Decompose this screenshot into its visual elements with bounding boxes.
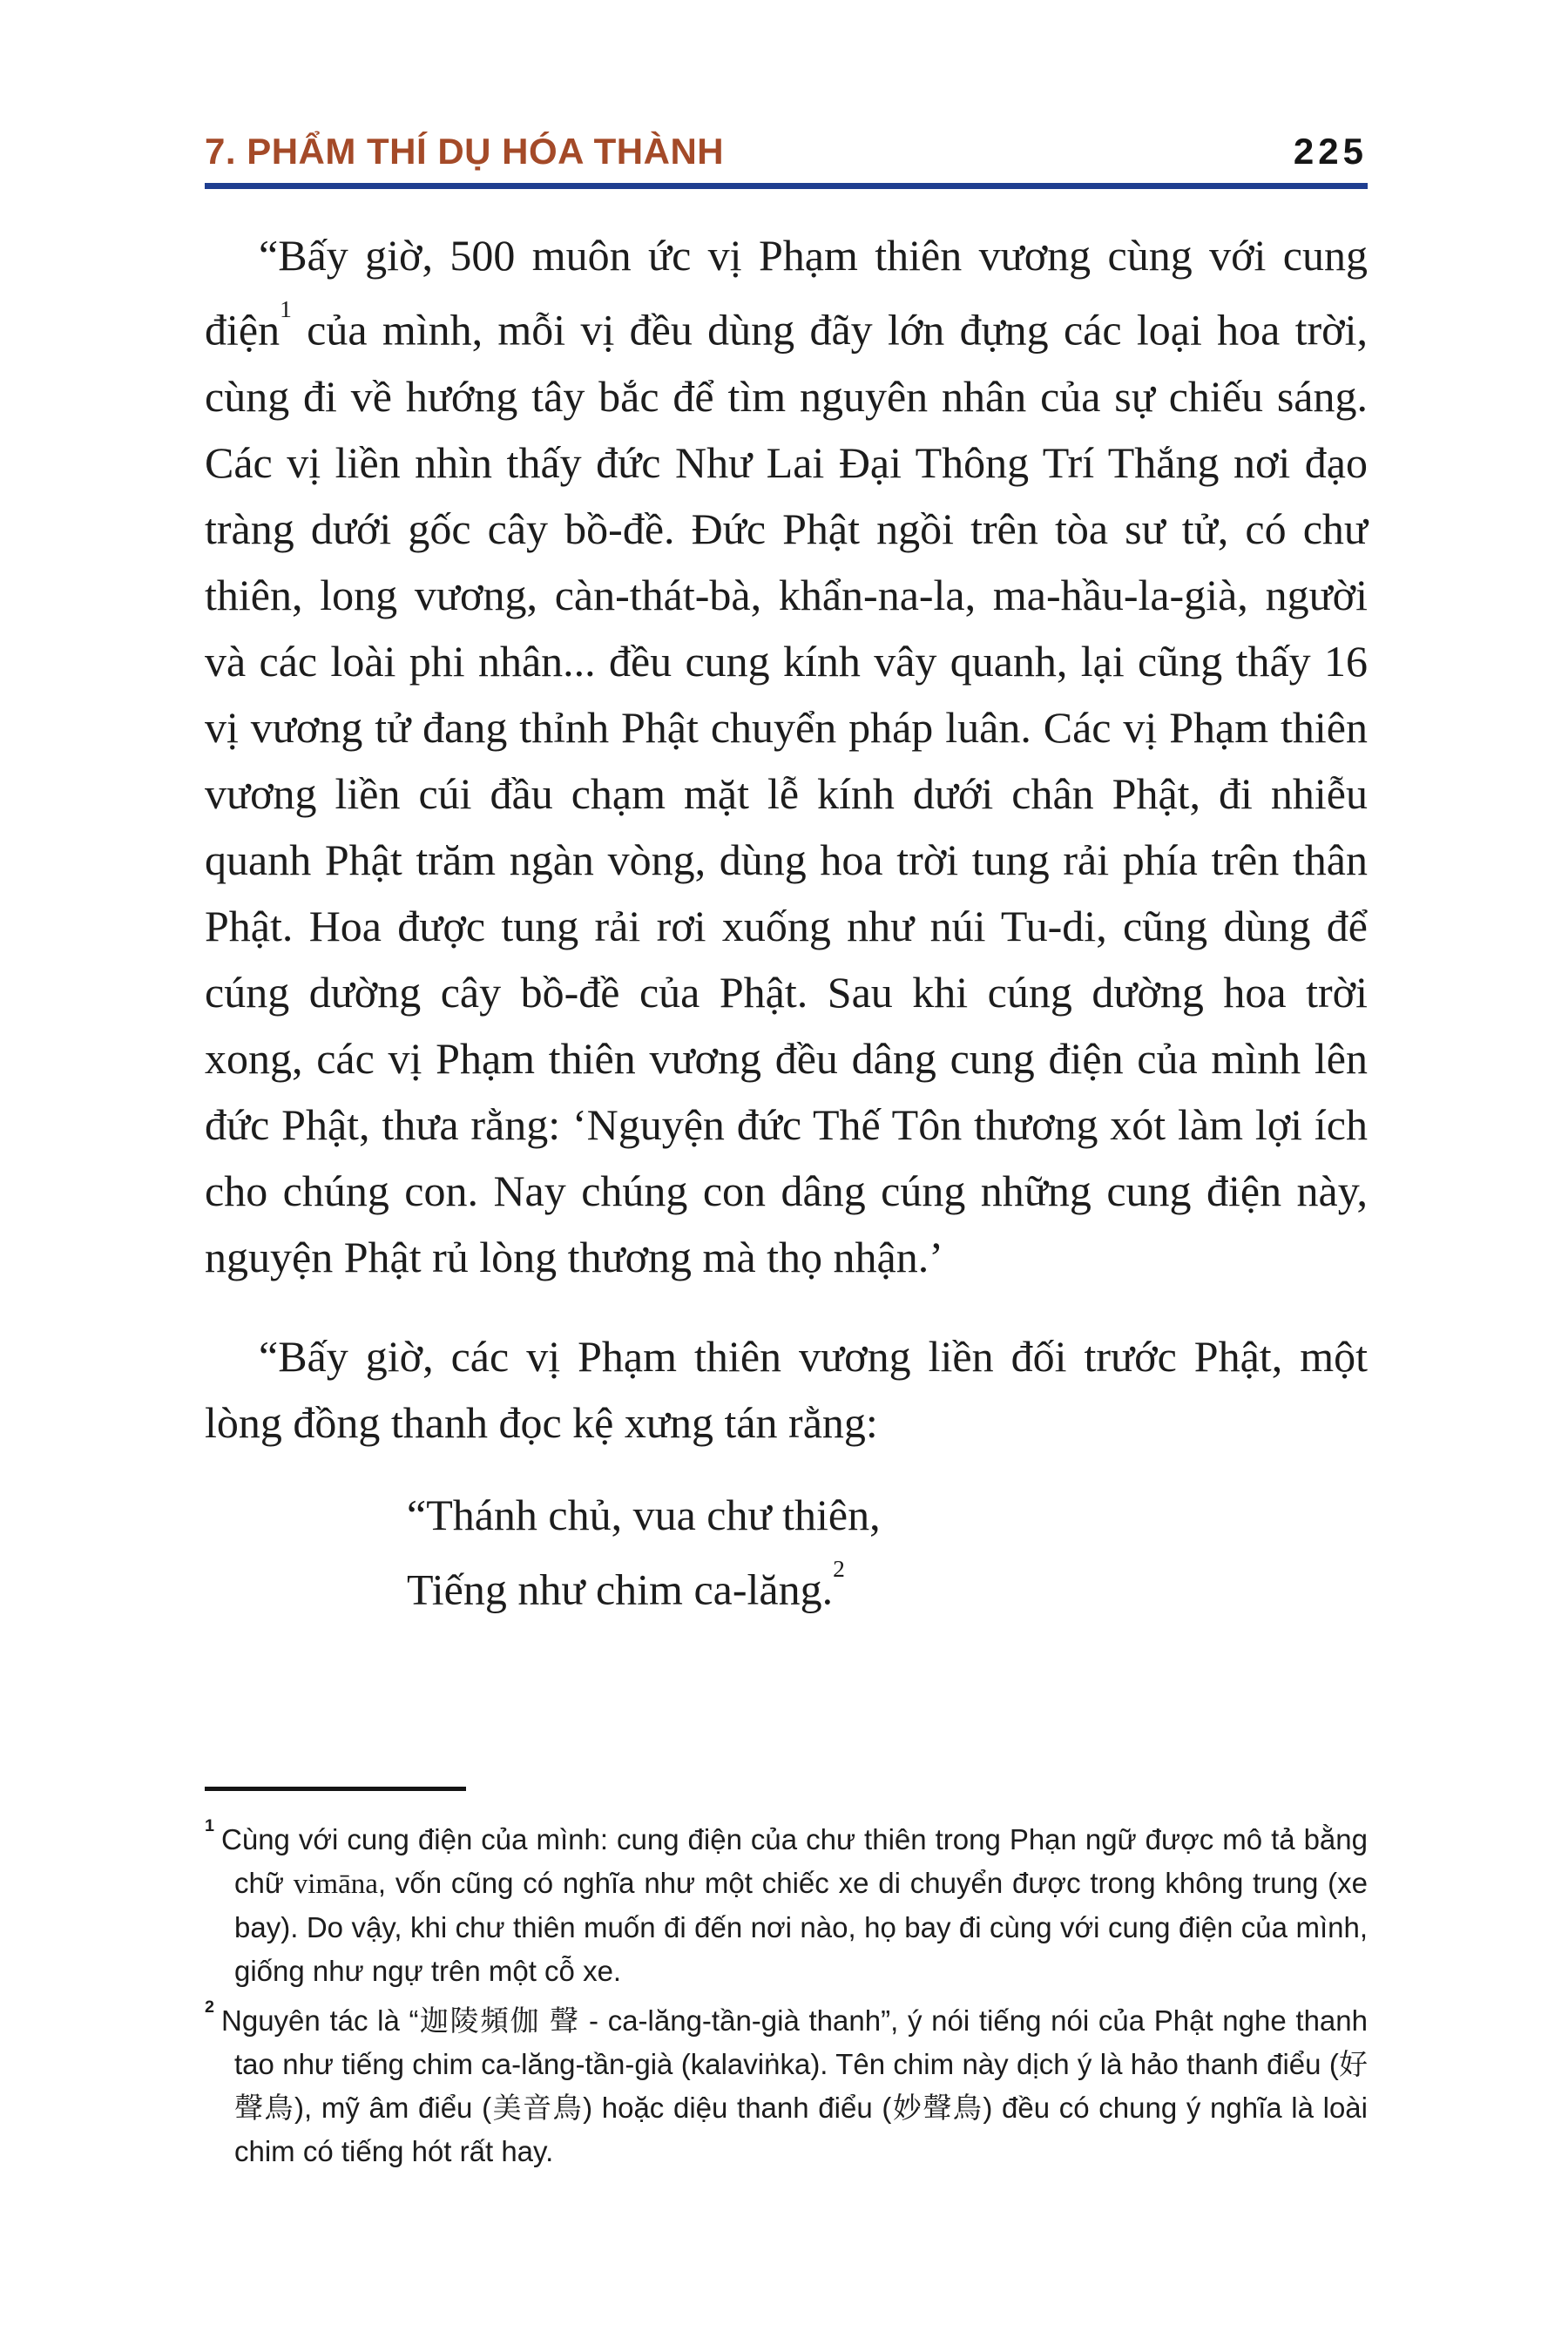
footnote-separator xyxy=(205,1787,466,1791)
footnote-ref-2: 2 xyxy=(833,1554,845,1582)
paragraph-2 xyxy=(205,1323,1368,1456)
sanskrit-term: vimāna xyxy=(293,1869,378,1900)
footnote-2 xyxy=(205,1993,1368,2173)
paragraph-1-text-a: “Bấy giờ, 500 muôn ức vị Phạm thiên vương cùng với cung điện xyxy=(205,231,1368,355)
verse-line-1 xyxy=(407,1482,1368,1548)
chapter-title: 7. PHẨM THÍ DỤ HÓA THÀNH xyxy=(205,131,725,172)
footnote-2-marker: 2 xyxy=(205,1997,215,2017)
verse-block xyxy=(407,1482,1368,1623)
footnote-2-text: Nguyên tác là “迦陵頻伽 聲 - ca-lăng-tần-già thanh”, ý nói tiếng nói của Phật nghe thanh tao như tiếng chim ca-lăng-tần-già (kalaviṅka). Tên chim này dịch ý là hảo thanh điểu (好聲鳥), mỹ âm điểu (美音鳥) hoặc diệu thanh điểu (妙聲鳥) đều có chung ý nghĩa là loài chim có tiếng hót rất hay. xyxy=(221,2004,1368,2167)
footnote-1-marker: 1 xyxy=(205,1816,215,1836)
paragraph-1 xyxy=(205,222,1368,1290)
footnote-section xyxy=(205,1787,1368,2173)
paragraph-2-text: “Bấy giờ, các vị Phạm thiên vương liền đối trước Phật, một lòng đồng thanh đọc kệ xưng tán rằng: xyxy=(205,1331,1368,1447)
paragraph-1-text-b: của mình, mỗi vị đều dùng đãy lớn đựng các loại hoa trời, cùng đi về hướng tây bắc để tìm nguyên nhân của sự chiếu sáng. Các vị liền nhìn thấy đức Như Lai Đại Thông Trí Thắng nơi đạo tràng dưới gốc cây bồ-đề. Đức Phật ngồi trên tòa sư tử, có chư thiên, long vương, càn-thát-bà, khẩn-na-la, ma-hầu-la-già, người và các loài phi nhân... đều cung kính vây quanh, lại cũng thấy 16 vị vương tử đang thỉnh Phật chuyển pháp luân. Các vị Phạm thiên vương liền cúi đầu chạm mặt lễ kính dưới chân Phật, đi nhiễu quanh Phật trăm ngàn vòng, dùng hoa trời tung rải phía trên thân Phật. Hoa được tung rải rơi xuống như núi Tu-di, cũng dùng để cúng dường cây bồ-đề của Phật. Sau khi cúng dường hoa trời xong, các vị Phạm thiên vương đều dâng cung điện của mình lên đức Phật, thưa rằng: ‘Nguyện đức Thế Tôn thương xót làm lợi ích cho chúng con. Nay chúng con dâng cúng những cung điện này, nguyện Phật rủ lòng thương mà thọ nhận.’ xyxy=(205,305,1368,1281)
page-header xyxy=(205,131,1368,172)
footnote-1-text-a: Cùng với cung điện của mình: cung điện của chư thiên trong Phạn ngữ được mô tả bằng chữ xyxy=(221,1823,1368,1899)
footnote-ref-1: 1 xyxy=(280,295,292,323)
footnote-1 xyxy=(205,1812,1368,1993)
verse-line-2 xyxy=(407,1548,1368,1623)
verse-line-1-text: “Thánh chủ, vua chư thiên, xyxy=(407,1490,881,1539)
header-rule xyxy=(205,183,1368,189)
body-text xyxy=(205,222,1368,1622)
footnote-1-text-b: , vốn cũng có nghĩa như một chiếc xe di chuyển được trong không trung (xe bay). Do vậy, khi chư thiên muốn đi đến nơi nào, họ bay đi cùng với cung điện của mình, giống như ngự trên một cỗ xe. xyxy=(234,1867,1368,1987)
verse-line-2-text: Tiếng như chim ca-lăng. xyxy=(407,1565,834,1614)
page-number: 225 xyxy=(1293,131,1368,172)
